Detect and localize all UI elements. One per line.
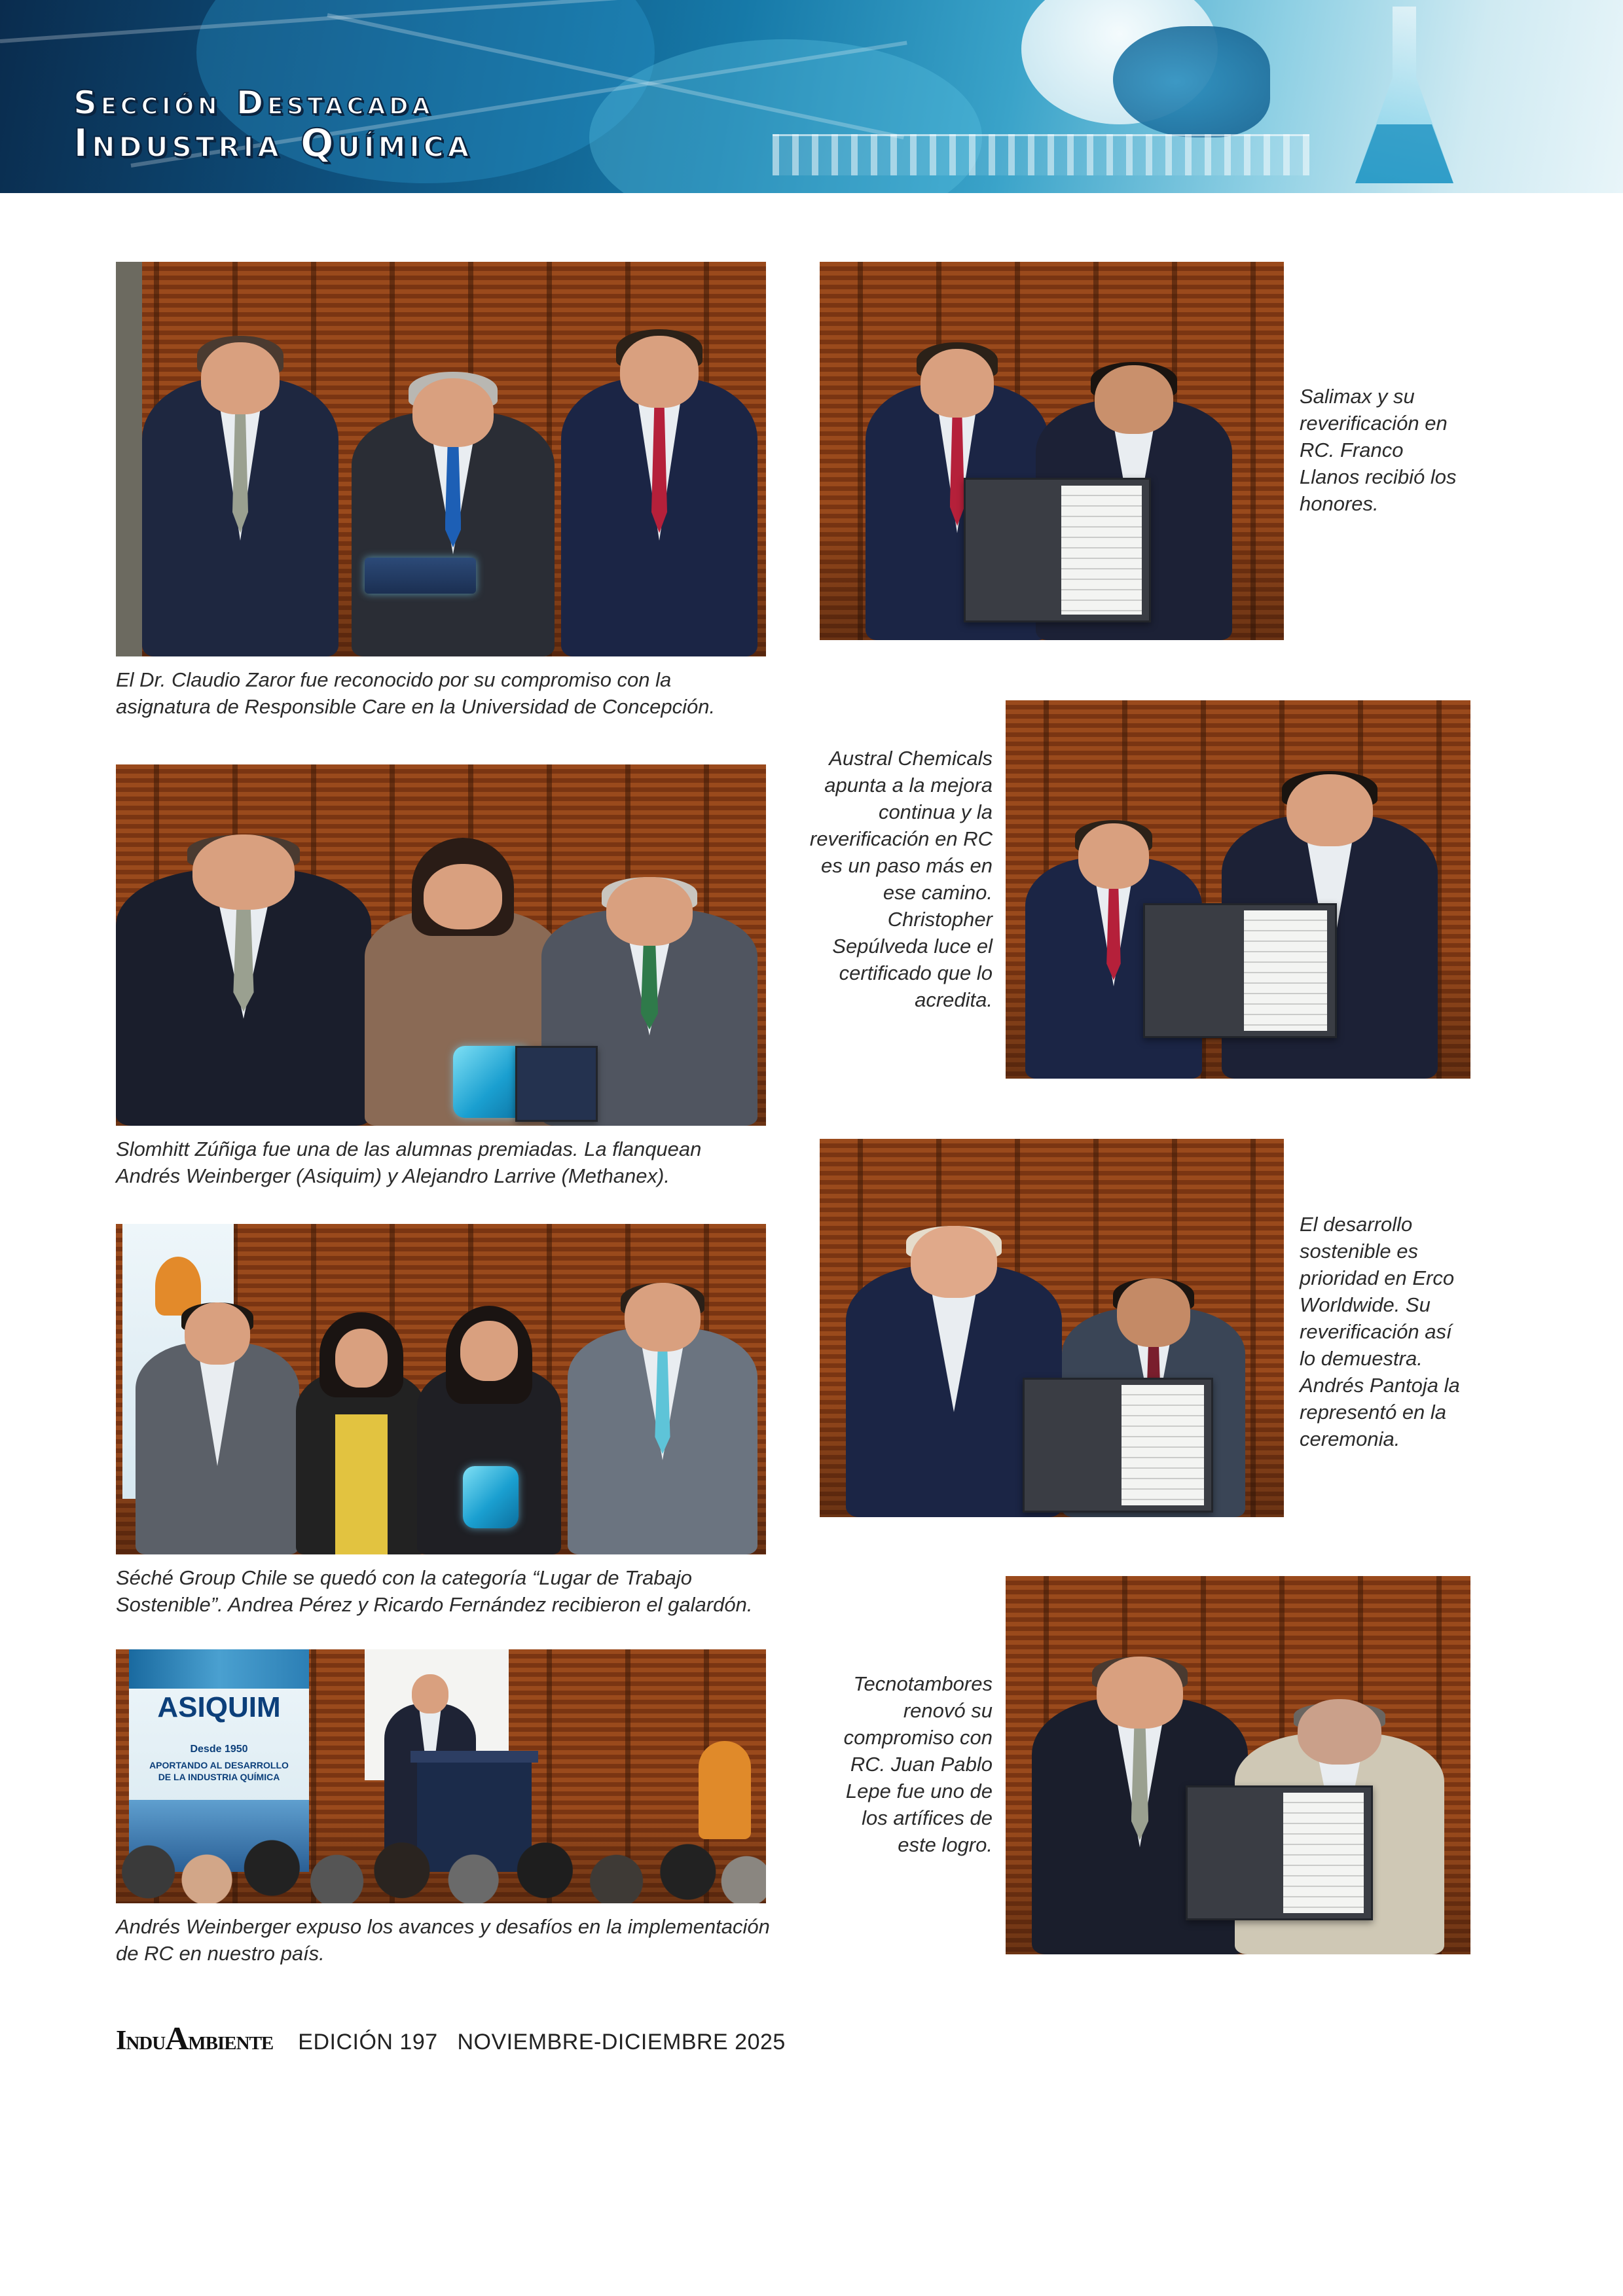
caption-claudio-zaror: El Dr. Claudio Zaror fue reconocido por su compromiso con la asignatura de Responsible Care en la Universidad de Concepción. xyxy=(116,668,716,718)
logo-part1: Indu xyxy=(116,2026,166,2056)
photo-austral-chemicals xyxy=(1006,700,1470,1079)
award-case xyxy=(365,558,476,594)
person xyxy=(561,270,757,656)
section-title-line1: Sección Destacada xyxy=(73,84,434,122)
certificate-folder xyxy=(1023,1378,1213,1513)
person xyxy=(568,1240,757,1554)
person xyxy=(296,1299,427,1554)
award-case xyxy=(515,1046,598,1122)
test-tube-rack-image xyxy=(773,134,1309,175)
certificate-folder xyxy=(1186,1785,1373,1920)
section-header-banner xyxy=(0,0,1623,193)
section-title-line2: Industria Química xyxy=(73,120,473,166)
person xyxy=(136,1260,299,1554)
caption-erco-worldwide: El desarrollo sostenible es prioridad en Erco Worldwide. Su reverificación así lo demuestra. Andrés Pantoja la representó en la ceremonia. xyxy=(1300,1213,1460,1450)
certificate-folder xyxy=(964,478,1151,622)
page-footer xyxy=(116,2019,786,2056)
caption-austral-chemicals: Austral Chemicals apunta a la mejora continua y la reverificación en RC es un paso más en ese camino. Christopher Sepúlveda luce el certificado que lo acredita. xyxy=(809,747,993,1011)
podium-top xyxy=(410,1751,538,1763)
edition-info: EDICIÓN 197 NOVIEMBRE-DICIEMBRE 2025 xyxy=(298,2030,786,2054)
caption-andres-weinberger: Andrés Weinberger expuso los avances y desafíos en la implementación de RC en nuestro país. xyxy=(116,1915,770,1965)
photo-andres-weinberger-speech xyxy=(116,1649,766,1903)
photo-erco-worldwide xyxy=(820,1139,1284,1517)
caption-seche-group: Séché Group Chile se quedó con la categoría “Lugar de Trabajo Sostenible”. Andrea Pérez y Ricardo Fernández recibieron el galardón. xyxy=(116,1566,753,1616)
audience xyxy=(116,1825,766,1903)
banner-photo-strip xyxy=(129,1649,309,1689)
caption-slomhitt-zuniga: Slomhitt Zúñiga fue una de las alumnas premiadas. La flanquean Andrés Weinberger (Asiquim) y Alejandro Larrive (Methanex). xyxy=(116,1138,702,1187)
caption-salimax: Salimax y su reverificación en RC. Franco Llanos recibió los honores. xyxy=(1300,385,1457,515)
caption-tecnotambores: Tecnotambores renovó su compromiso con RC. Juan Pablo Lepe fue uno de los artífices de este logro. xyxy=(843,1672,993,1856)
person xyxy=(116,769,371,1126)
logo-part2: A xyxy=(165,2020,189,2056)
person xyxy=(142,270,338,656)
certificate-folder xyxy=(1143,903,1337,1038)
photo-claudio-zaror xyxy=(116,262,766,656)
photo-salimax xyxy=(820,262,1284,640)
asiquim-tagline: APORTANDO AL DESARROLLO DE LA INDUSTRIA QUÍMICA xyxy=(149,1760,289,1782)
asiquim-brand: ASIQUIM xyxy=(157,1691,281,1723)
photo-slomhitt-zuniga xyxy=(116,764,766,1126)
blue-glass-award xyxy=(463,1466,519,1528)
flask-liquid-image xyxy=(1355,124,1453,183)
section-title xyxy=(73,84,473,165)
asiquim-since: Desde 1950 xyxy=(190,1744,248,1755)
logo-part3: mbiente xyxy=(188,2026,274,2056)
photo-tecnotambores xyxy=(1006,1576,1470,1954)
induambiente-logo xyxy=(116,2019,273,2057)
person xyxy=(352,316,555,656)
photo-seche-group xyxy=(116,1224,766,1554)
